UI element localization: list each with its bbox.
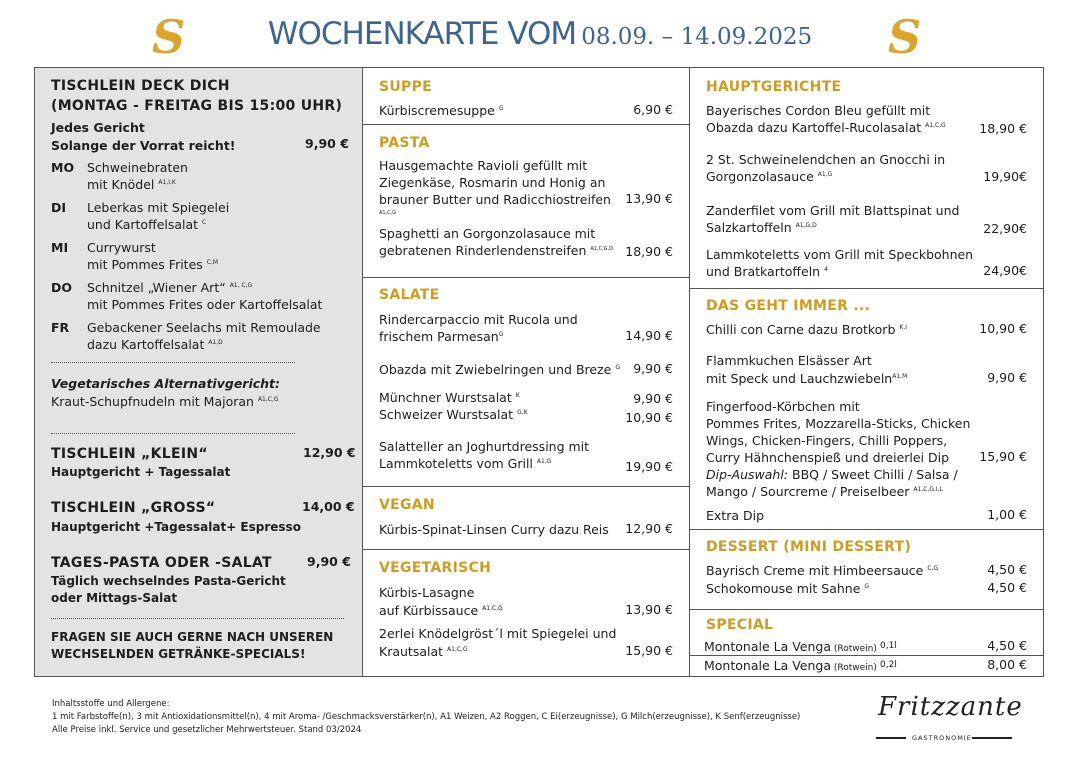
item-price: 9,90 € <box>633 391 673 406</box>
divider <box>51 618 344 619</box>
menu-item: Gorgonzolasauce $^{A1,G}$ <box>706 169 833 184</box>
solange-text: Solange der Vorrat reicht! <box>51 138 236 153</box>
menu-item: mit Speck und Lauchzwiebeln$^{A1,M}$ <box>706 371 908 386</box>
item-price: 22,90€ <box>983 221 1027 236</box>
veg-heading: Vegetarisches Alternativgericht: <box>51 376 281 391</box>
day-label: DI <box>51 200 67 215</box>
menu-item: Krautsalat $^{A1,C,G}$ <box>379 644 468 659</box>
column-middle <box>362 67 690 677</box>
menu-item: Dip-Auswahl: BBQ / Sweet Chilli / Salsa / <box>706 467 958 482</box>
item-price: 6,90 € <box>633 102 673 117</box>
menu-item: Schweizer Wurstsalat $^{G,K}$ <box>379 407 528 422</box>
footer-line: 1 mit Farbstoffe(n), 3 mit Antioxidationsmittel(n), 4 mit Aroma- /Geschmacksverstärker(n), A1 Weizen, A2 Roggen, C Ei(erzeugnisse), G Milch(erzeugnisse), K Senf(erzeugnisse) <box>52 712 801 722</box>
menu-item: Montonale La Venga (Rotwein) <box>704 639 877 654</box>
menu-item: Münchner Wurstsalat $^K$ <box>379 390 520 405</box>
title-date: 08.09. – 14.09.2025 <box>581 24 813 50</box>
divider <box>363 549 690 550</box>
day-item-line1: Currywurst <box>87 240 156 255</box>
item-price: 19,90 € <box>625 459 673 474</box>
menu-item: Spaghetti an Gorgonzolasauce mit <box>379 226 596 241</box>
menu-item: Lammkoteletts vom Grill $^{A1,G}$ <box>379 456 552 471</box>
ornament-right-icon: S <box>888 10 922 64</box>
pasta-salat-line2: oder Mittags-Salat <box>51 591 178 605</box>
item-price: 4,50 € <box>987 638 1027 653</box>
menu-item: Zanderfilet vom Grill mit Blattspinat und <box>706 203 960 218</box>
item-price: 12,90 € <box>625 521 673 536</box>
menu-item: 2 St. Schweinelendchen an Gnocchi in <box>706 152 946 167</box>
menu-item: Mango / Sourcreme / Preiselbeer $^{A1,C,G,I,L}$ <box>706 484 943 499</box>
menu-item: brauner Butter und Radicchiostreifen <box>379 192 611 207</box>
menu-item: Pommes Frites, Mozzarella-Sticks, Chicken <box>706 416 971 431</box>
day-item-line2: mit Pommes Frites $^{C,M}$ <box>87 257 219 272</box>
title-text: WOCHENKARTE VOM <box>267 16 577 52</box>
item-price: 4,50 € <box>987 562 1027 577</box>
item-price: 15,90 € <box>625 643 673 658</box>
logo-subtitle: GASTRONOMIE <box>912 734 972 742</box>
menu-item: Lammkoteletts vom Grill mit Speckbohnen <box>706 247 974 262</box>
item-price: 9,90 € <box>633 361 673 376</box>
fragen-line1: FRAGEN SIE AUCH GERNE NACH UNSEREN <box>51 630 334 644</box>
menu-item: Bayerisches Cordon Bleu gefüllt mit <box>706 103 931 118</box>
menu-item: und Bratkartoffeln $^4$ <box>706 264 828 279</box>
pasta-salat-line1: Täglich wechselndes Pasta-Gericht <box>51 574 286 588</box>
divider <box>51 433 295 434</box>
menu-item: Salzkartoffeln $^{A1,G,D}$ <box>706 220 817 235</box>
menu-item: Fingerfood-Körbchen mit <box>706 399 860 414</box>
jedes-gericht: Jedes Gericht <box>51 120 145 135</box>
divider <box>690 288 1044 289</box>
column-right <box>689 67 1044 677</box>
divider <box>363 486 690 487</box>
footer-line: Inhaltsstoffe und Allergene: <box>52 699 170 709</box>
divider <box>363 277 690 278</box>
day-item-line1: Schweinebraten <box>87 160 188 175</box>
section-hauptgerichte: HAUPTGERICHTE <box>706 79 842 95</box>
menu-item: Kürbiscremesuppe $^G$ <box>379 103 504 118</box>
divider <box>690 609 1044 610</box>
header <box>0 10 1080 62</box>
section-das-geht-immer: DAS GEHT IMMER ... <box>706 298 871 314</box>
logo-text: Fritzzante <box>878 692 1023 722</box>
day-item-line1: Gebackener Seelachs mit Remoulade <box>87 320 321 335</box>
klein-subtitle: Hauptgericht + Tagessalat <box>51 465 231 479</box>
tischlein-price: 9,90 € <box>305 136 349 151</box>
allergen-code: A1,C,G <box>379 210 397 216</box>
menu-item: Schokomouse mit Sahne $^G$ <box>706 581 870 596</box>
section-suppe: SUPPE <box>379 79 433 95</box>
veg-item: Kraut-Schupfnudeln mit Majoran $^{A1,C,G}$ <box>51 394 279 409</box>
menu-item: Kürbis-Spinat-Linsen Curry dazu Reis <box>379 522 609 537</box>
day-item-line2: mit Pommes Frites oder Kartoffelsalat <box>87 297 323 312</box>
klein-title: TISCHLEIN „KLEIN“ <box>51 446 208 462</box>
menu-item: Obazda mit Zwiebelringen und Breze $^G$ <box>379 362 620 377</box>
column-tischlein <box>34 67 363 677</box>
day-label: MI <box>51 240 69 255</box>
section-pasta: PASTA <box>379 135 430 151</box>
pasta-salat-title: TAGES-PASTA ODER -SALAT <box>51 555 272 571</box>
day-item-line1: Leberkas mit Spiegelei <box>87 200 230 215</box>
footer-allergens <box>52 698 800 737</box>
section-special: SPECIAL <box>706 617 774 633</box>
day-label: FR <box>51 320 70 335</box>
logo <box>870 692 1023 748</box>
item-price: 13,90 € <box>625 602 673 617</box>
menu-item: Montonale La Venga (Rotwein) <box>704 658 877 673</box>
tischlein-subtitle: (MONTAG - FREITAG BIS 15:00 UHR) <box>51 98 343 114</box>
footer-line: Alle Preise inkl. Service und gesetzlicher Mehrwertsteuer. Stand 03/2024 <box>52 725 362 735</box>
menu-item: Salatteller an Joghurtdressing mit <box>379 439 590 454</box>
gross-price: 14,00 € <box>302 499 355 514</box>
menu-item: Bayrisch Creme mit Himbeersauce $^{C,G}$ <box>706 563 939 578</box>
section-vegetarisch: VEGETARISCH <box>379 560 492 576</box>
menu-item: Hausgemachte Ravioli gefüllt mit <box>379 158 588 173</box>
item-price: 18,90 € <box>979 121 1027 136</box>
item-price: 1,00 € <box>987 507 1027 522</box>
menu-item: auf Kürbissauce $^{A1,C,G}$ <box>379 603 503 618</box>
item-price: 9,90 € <box>987 370 1027 385</box>
divider <box>690 529 1044 530</box>
divider <box>690 655 1044 656</box>
menu-item: Kürbis-Lasagne <box>379 585 475 600</box>
item-price: 14,90 € <box>625 328 673 343</box>
menu-item: Wings, Chicken-Fingers, Chilli Poppers, <box>706 433 948 448</box>
menu-item: gebratenen Rinderlendenstreifen $^{A1,C,G,D}$ <box>379 243 613 258</box>
klein-price: 12,90 € <box>303 445 356 460</box>
item-price: 10,90 € <box>625 410 673 425</box>
menu-item: Chilli con Carne dazu Brotkorb $^{K,I}$ <box>706 322 907 337</box>
volume: 0,1l <box>880 641 897 651</box>
day-item-line2: und Kartoffelsalat $^C$ <box>87 217 207 232</box>
tischlein-title: TISCHLEIN DECK DICH <box>51 78 230 94</box>
menu-item: Ziegenkäse, Rosmarin und Honig an <box>379 175 606 190</box>
day-label: DO <box>51 280 73 295</box>
day-item-line2: mit Knödel $^{A1,I,K}$ <box>87 177 176 192</box>
day-item-line1: Schnitzel „Wiener Art“ $^{A1, C,G}$ <box>87 280 253 295</box>
item-price: 4,50 € <box>987 580 1027 595</box>
pasta-salat-price: 9,90 € <box>307 554 351 569</box>
day-label: MO <box>51 160 75 175</box>
item-price: 10,90 € <box>979 321 1027 336</box>
item-price: 8,00 € <box>987 657 1027 672</box>
gross-title: TISCHLEIN „GROSS“ <box>51 500 216 516</box>
divider <box>363 124 690 125</box>
item-price: 15,90 € <box>979 449 1027 464</box>
menu-item: Curry Hähnchenspieß und dreierlei Dip <box>706 450 950 465</box>
section-salate: SALATE <box>379 287 440 303</box>
menu-item: Extra Dip <box>706 508 765 523</box>
menu-item: Flammkuchen Elsässer Art <box>706 353 872 368</box>
item-price: 13,90 € <box>625 191 673 206</box>
logo-line-right <box>972 737 1012 739</box>
item-price: 19,90€ <box>983 169 1027 184</box>
menu-item: Rindercarpaccio mit Rucola und <box>379 312 578 327</box>
volume: 0,2l <box>880 660 897 670</box>
section-vegan: VEGAN <box>379 497 435 513</box>
gross-subtitle: Hauptgericht +Tagessalat+ Espresso <box>51 520 301 534</box>
day-item-line2: dazu Kartoffelsalat $^{A1,D}$ <box>87 337 223 352</box>
section-dessert: DESSERT (MINI DESSERT) <box>706 539 912 555</box>
menu-item: Obazda dazu Kartoffel-Rucolasalat $^{A1,C,G}$ <box>706 120 946 135</box>
item-price: 24,90€ <box>983 263 1027 278</box>
menu-item: 2erlei Knödelgröst´l mit Spiegelei und <box>379 626 617 641</box>
fragen-line2: WECHSELNDEN GETRÄNKE-SPECIALS! <box>51 647 306 661</box>
divider <box>51 362 295 363</box>
ornament-left-icon: S <box>152 10 186 64</box>
logo-line-left <box>876 737 906 739</box>
menu-item: frischem Parmesan$^G$ <box>379 329 504 344</box>
item-price: 18,90 € <box>625 244 673 259</box>
